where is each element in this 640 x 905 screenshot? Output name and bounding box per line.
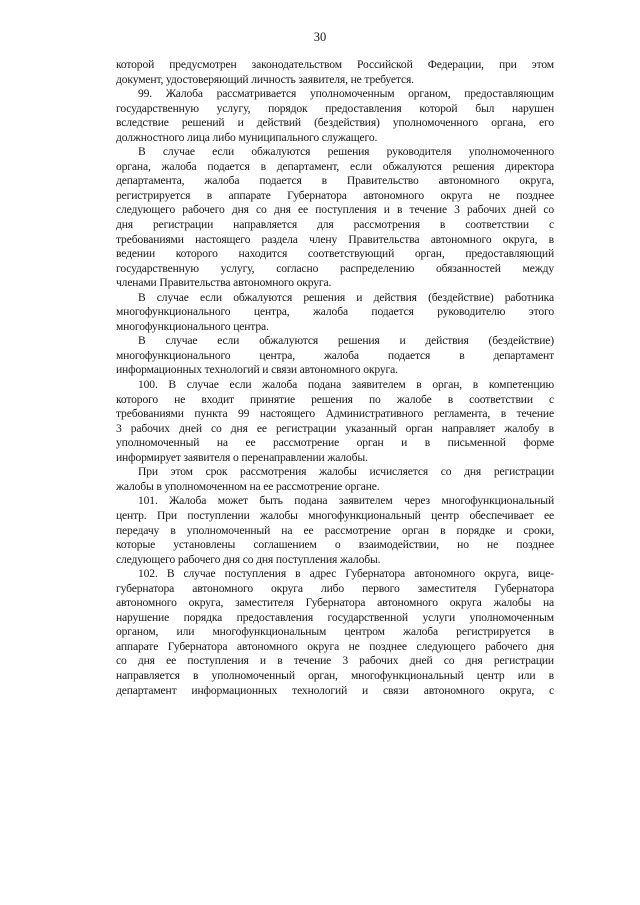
text-line: должностного лица либо муниципального служащего. — [116, 130, 378, 144]
text-line: многофункционального центра, жалоба подается руководителю этого — [116, 305, 554, 319]
document-body — [116, 58, 554, 698]
text-line: уполномоченный на ее рассмотрение орган и в письменной форме — [116, 436, 554, 450]
text-line: которые установлены соглашением о взаимодействии, но не позднее — [116, 538, 554, 552]
text-line: органом, или многофункциональным центром жалоба регистрируется в — [116, 625, 554, 639]
text-line: дня регистрации направляется для рассмотрения в соответствии с — [116, 218, 554, 232]
paragraph — [116, 378, 554, 465]
paragraph — [116, 145, 554, 290]
text-line: В случае если обжалуются решения и действия (бездействие) — [138, 334, 554, 348]
text-line: членами Правительства автономного округа. — [116, 276, 332, 290]
text-line: нарушение порядка предоставления государственной услуги уполномоченным — [116, 610, 554, 624]
paragraph — [116, 58, 554, 87]
text-line: информирует заявителя о перенаправлении жалобы. — [116, 450, 368, 464]
text-line: 3 рабочих дней со дня ее регистрации указанный орган направляет жалобу в — [116, 421, 554, 435]
text-line: жалобы в уполномоченном на ее рассмотрение органе. — [116, 479, 380, 493]
text-line: со дня ее поступления и в течение 3 рабочих дней со дня регистрации — [116, 654, 554, 668]
text-line: автономного округа, заместителя Губернатора автономного округа жалобы на — [116, 596, 554, 610]
text-line: департамента, жалоба подается в Правительство автономного округа, — [116, 174, 554, 188]
text-line: многофункционального центра, жалоба подается в департамент — [116, 348, 554, 362]
paragraph — [116, 494, 554, 567]
paragraph — [116, 567, 554, 698]
text-line: ведении которого находится соответствующий орган, предоставляющий — [116, 247, 554, 261]
paragraph — [116, 87, 554, 145]
text-line: направляется в уполномоченный орган, многофункциональный центр или в — [116, 668, 554, 682]
text-line: В случае если обжалуются решения руководителя уполномоченного — [138, 145, 554, 159]
text-line: которого не входит принятие решения по жалобе в соответствии с — [116, 392, 554, 406]
text-line: В случае если обжалуются решения и действия (бездействие) работника — [138, 290, 554, 304]
text-line: губернатора автономного округа либо первого заместителя Губернатора — [116, 581, 554, 595]
text-line: которой предусмотрен законодательством Российской Федерации, при этом — [116, 58, 554, 71]
text-line: информационных технологий и связи автономного округа. — [116, 363, 398, 377]
text-line: документ, удостоверяющий личность заявителя, не требуется. — [116, 72, 414, 86]
paragraph — [116, 334, 554, 378]
text-line: 101. Жалоба может быть подана заявителем через многофункциональный — [138, 494, 554, 508]
paragraph — [116, 291, 554, 335]
text-line: передачу в уполномоченный на ее рассмотрение орган в порядке и сроки, — [116, 523, 554, 537]
text-line: государственную услугу, порядок предоставления которой был нарушен — [116, 101, 554, 115]
page-number: 30 — [313, 30, 327, 44]
text-line: требованиями настоящего раздела члену Правительства автономного округа, в — [116, 232, 554, 246]
text-line: государственную услугу, согласно распределению обязанностей между — [116, 261, 554, 275]
text-line: многофункционального центра. — [116, 319, 269, 333]
paragraph — [116, 465, 554, 494]
text-line: регистрируется в аппарате Губернатора автономного округа не позднее — [116, 188, 554, 202]
text-line: 100. В случае если жалоба подана заявителем в орган, в компетенцию — [138, 378, 554, 392]
text-line: следующего рабочего дня со дня ее поступления и в течение 3 рабочих дней со — [116, 203, 554, 217]
text-line: следующего рабочего дня со дня поступления жалобы. — [116, 552, 381, 566]
text-line: центр. При поступлении жалобы многофункциональный центр обеспечивает ее — [116, 508, 554, 522]
text-line: аппарате Губернатора автономного округа не позднее следующего рабочего дня — [116, 639, 554, 653]
text-line: департамент информационных технологий и связи автономного округа, с — [116, 683, 554, 697]
text-line: вследствие решений и действий (бездействия) уполномоченного органа, его — [116, 116, 554, 130]
text-line: При этом срок рассмотрения жалобы исчисляется со дня регистрации — [138, 465, 554, 479]
text-line: 102. В случае поступления в адрес Губернатора автономного округа, вице- — [138, 567, 554, 581]
text-line: 99. Жалоба рассматривается уполномоченным органом, предоставляющим — [138, 87, 554, 101]
text-line: требованиями пункта 99 настоящего Административного регламента, в течение — [116, 407, 554, 421]
text-line: органа, жалоба подается в департамент, если обжалуются решения директора — [116, 159, 554, 173]
